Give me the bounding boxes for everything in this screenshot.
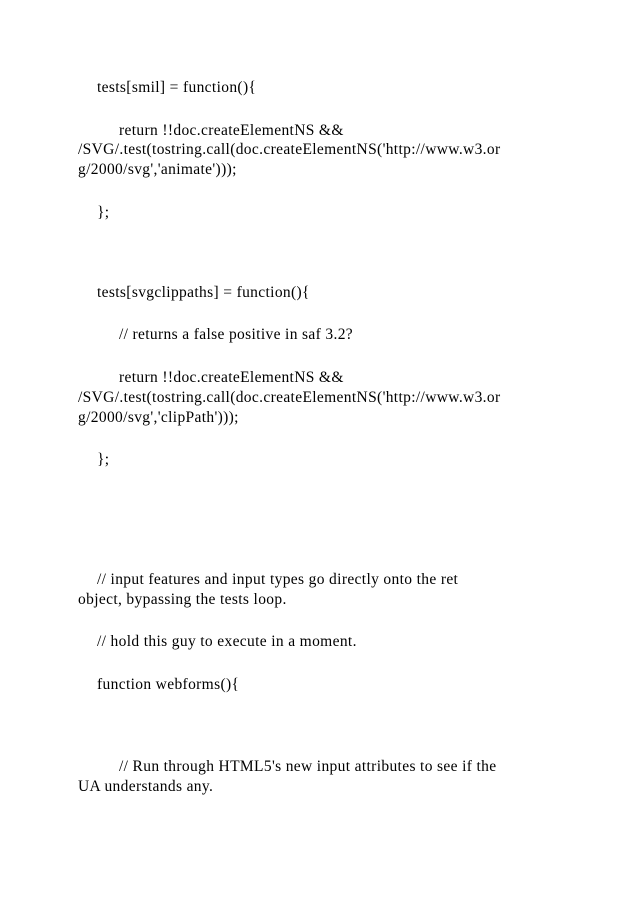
code-line: return !!doc.createElementNS && — [119, 122, 344, 139]
code-line: }; — [97, 451, 110, 468]
code-comment: // input features and input types go directly onto the ret — [97, 571, 459, 588]
code-line: g/2000/svg','clipPath'))); — [78, 409, 239, 426]
code-line: /SVG/.test(tostring.call(doc.createElementNS('http://www.w3.or — [78, 389, 501, 406]
code-comment: object, bypassing the tests loop. — [78, 591, 287, 608]
code-line: tests[svgclippaths] = function(){ — [97, 284, 310, 301]
code-line: /SVG/.test(tostring.call(doc.createElementNS('http://www.w3.or — [78, 141, 501, 158]
code-line: tests[smil] = function(){ — [97, 79, 257, 96]
code-line: g/2000/svg','animate'))); — [78, 161, 237, 178]
code-line: function webforms(){ — [97, 676, 240, 693]
code-comment: UA understands any. — [78, 778, 214, 795]
code-comment: // hold this guy to execute in a moment. — [97, 633, 357, 650]
code-line: }; — [97, 204, 110, 221]
code-line: return !!doc.createElementNS && — [119, 369, 344, 386]
code-comment: // Run through HTML5's new input attributes to see if the — [119, 758, 497, 775]
code-comment: // returns a false positive in saf 3.2? — [119, 326, 354, 343]
